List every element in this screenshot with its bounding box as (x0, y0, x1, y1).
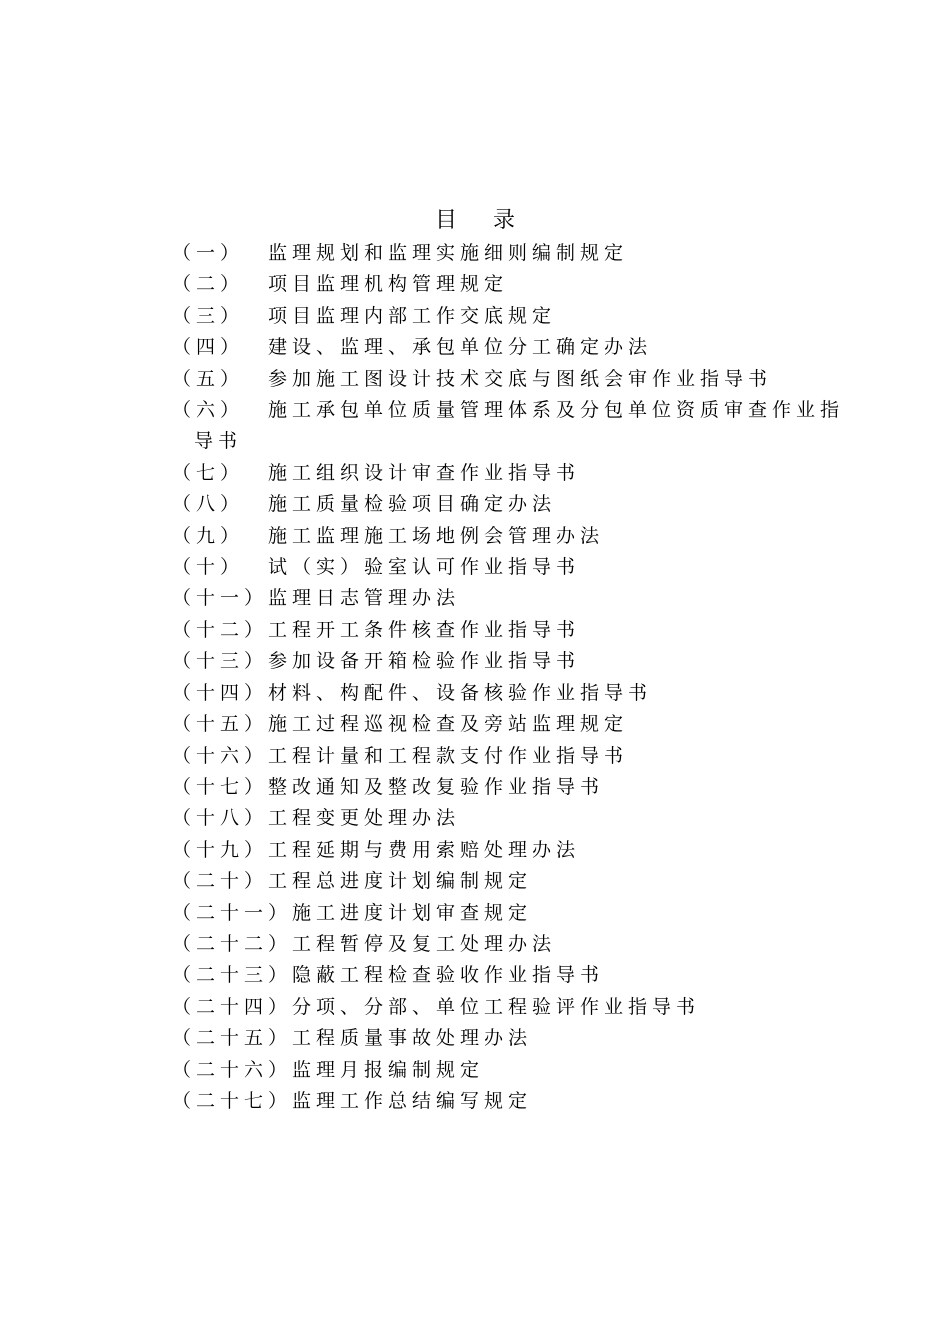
toc-entry-title: 建设、监理、承包单位分工确定办法 (268, 336, 653, 359)
toc-entry-number: （十八） (172, 807, 269, 830)
toc-entry-title: 材料、构配件、设备核验作业指导书 (268, 681, 653, 704)
toc-entry-title: 工程延期与费用索赔处理办法 (268, 838, 581, 861)
toc-entry-title: 施工质量检验项目确定办法 (268, 493, 557, 516)
toc-entry (172, 866, 862, 897)
toc-entry-number: （二十一） (172, 901, 293, 924)
toc-entry-title-continued: 导书 (194, 430, 243, 453)
toc-entry (172, 960, 862, 991)
toc-entry-number: （二十二） (172, 932, 293, 955)
toc-entry (172, 301, 862, 332)
toc-entry-title: 分项、分部、单位工程验评作业指导书 (292, 995, 701, 1018)
toc-entry-first-line (172, 395, 862, 426)
toc-entry-number: （十五） (172, 713, 269, 736)
toc-entry (172, 646, 862, 677)
toc-entry-number: （十） (172, 556, 245, 579)
toc-entry-title: 施工组织设计审查作业指导书 (268, 461, 581, 484)
toc-entry-title: 监理规划和监理实施细则编制规定 (268, 242, 629, 264)
toc-entry-number: （二十） (172, 870, 269, 893)
toc-entry (172, 269, 862, 300)
toc-entry (172, 1023, 862, 1054)
toc-entry-title: 工程质量事故处理办法 (292, 1027, 533, 1050)
toc-entry (172, 1086, 862, 1117)
toc-entry (172, 615, 862, 646)
toc-entry-title: 参加施工图设计技术交底与图纸会审作业指导书 (268, 367, 773, 390)
toc-entry (172, 929, 862, 960)
toc-entry (172, 709, 862, 740)
toc-entry (172, 521, 862, 552)
toc-entry-title: 施工过程巡视检查及旁站监理规定 (268, 713, 629, 736)
toc-entry-title: 工程计量和工程款支付作业指导书 (268, 744, 629, 767)
toc-entry-title: 施工承包单位质量管理体系及分包单位资质审查作业指 (268, 399, 845, 422)
toc-entry (172, 489, 862, 520)
toc-entry-number: （三） (172, 304, 245, 327)
toc-entry-number: （十一） (172, 587, 269, 610)
toc-entry-title: 监理工作总结编写规定 (292, 1089, 533, 1112)
toc-entry-number: （十二） (172, 618, 269, 641)
toc-entry (172, 1055, 862, 1086)
toc-entry-title: 工程暂停及复工处理办法 (292, 932, 557, 955)
toc-entry-number: （二十五） (172, 1027, 293, 1050)
toc-entry-number: （四） (172, 336, 245, 359)
toc-entry-number: （二十七） (172, 1089, 293, 1112)
toc-entry-number: （九） (172, 524, 245, 547)
toc-entry (172, 678, 862, 709)
toc-entry-title: 整改通知及整改复验作业指导书 (268, 775, 605, 798)
toc-entry-title: 施工进度计划审查规定 (292, 901, 533, 924)
toc-entry (172, 332, 862, 363)
toc-entry-title: 工程开工条件核查作业指导书 (268, 618, 581, 641)
toc-entry-title: 项目监理机构管理规定 (268, 273, 509, 296)
toc-entry (172, 238, 862, 269)
toc-entry-number: （十九） (172, 838, 269, 861)
toc-entry (172, 583, 862, 614)
toc-title: 目录 (434, 208, 551, 233)
toc-entry-number: （十四） (172, 681, 269, 704)
table-of-contents (172, 238, 862, 1117)
toc-entry-title: 试（实）验室认可作业指导书 (268, 556, 581, 579)
toc-entry-number: （一） (172, 242, 245, 264)
toc-entry-number: （十六） (172, 744, 269, 767)
toc-entry-number: （二） (172, 273, 245, 296)
toc-entry-number: （八） (172, 493, 245, 516)
toc-entry (172, 898, 862, 929)
toc-entry-number: （二十四） (172, 995, 293, 1018)
toc-entry (172, 741, 862, 772)
toc-entry-title: 工程变更处理办法 (268, 807, 461, 830)
toc-entry-title: 施工监理施工场地例会管理办法 (268, 524, 605, 547)
toc-entry-title: 工程总进度计划编制规定 (268, 870, 533, 893)
toc-entry-number: （七） (172, 461, 245, 484)
toc-entry (172, 395, 862, 458)
toc-entry-title: 项目监理内部工作交底规定 (268, 304, 557, 327)
toc-entry-number: （五） (172, 367, 245, 390)
toc-entry (172, 803, 862, 834)
toc-entry (172, 552, 862, 583)
toc-entry-number: （二十三） (172, 964, 293, 987)
toc-entry (172, 835, 862, 866)
toc-entry-number: （二十六） (172, 1058, 293, 1081)
toc-entry (172, 992, 862, 1023)
toc-entry (172, 772, 862, 803)
toc-entry-title: 隐蔽工程检查验收作业指导书 (292, 964, 605, 987)
toc-entry-title: 监理日志管理办法 (268, 587, 461, 610)
toc-entry-number: （十七） (172, 775, 269, 798)
toc-entry (172, 458, 862, 489)
toc-entry-number: （六） (172, 399, 245, 422)
toc-entry-title: 参加设备开箱检验作业指导书 (268, 650, 581, 673)
toc-entry (172, 364, 862, 395)
toc-entry-number: （十三） (172, 650, 269, 673)
toc-entry-title: 监理月报编制规定 (292, 1058, 485, 1081)
